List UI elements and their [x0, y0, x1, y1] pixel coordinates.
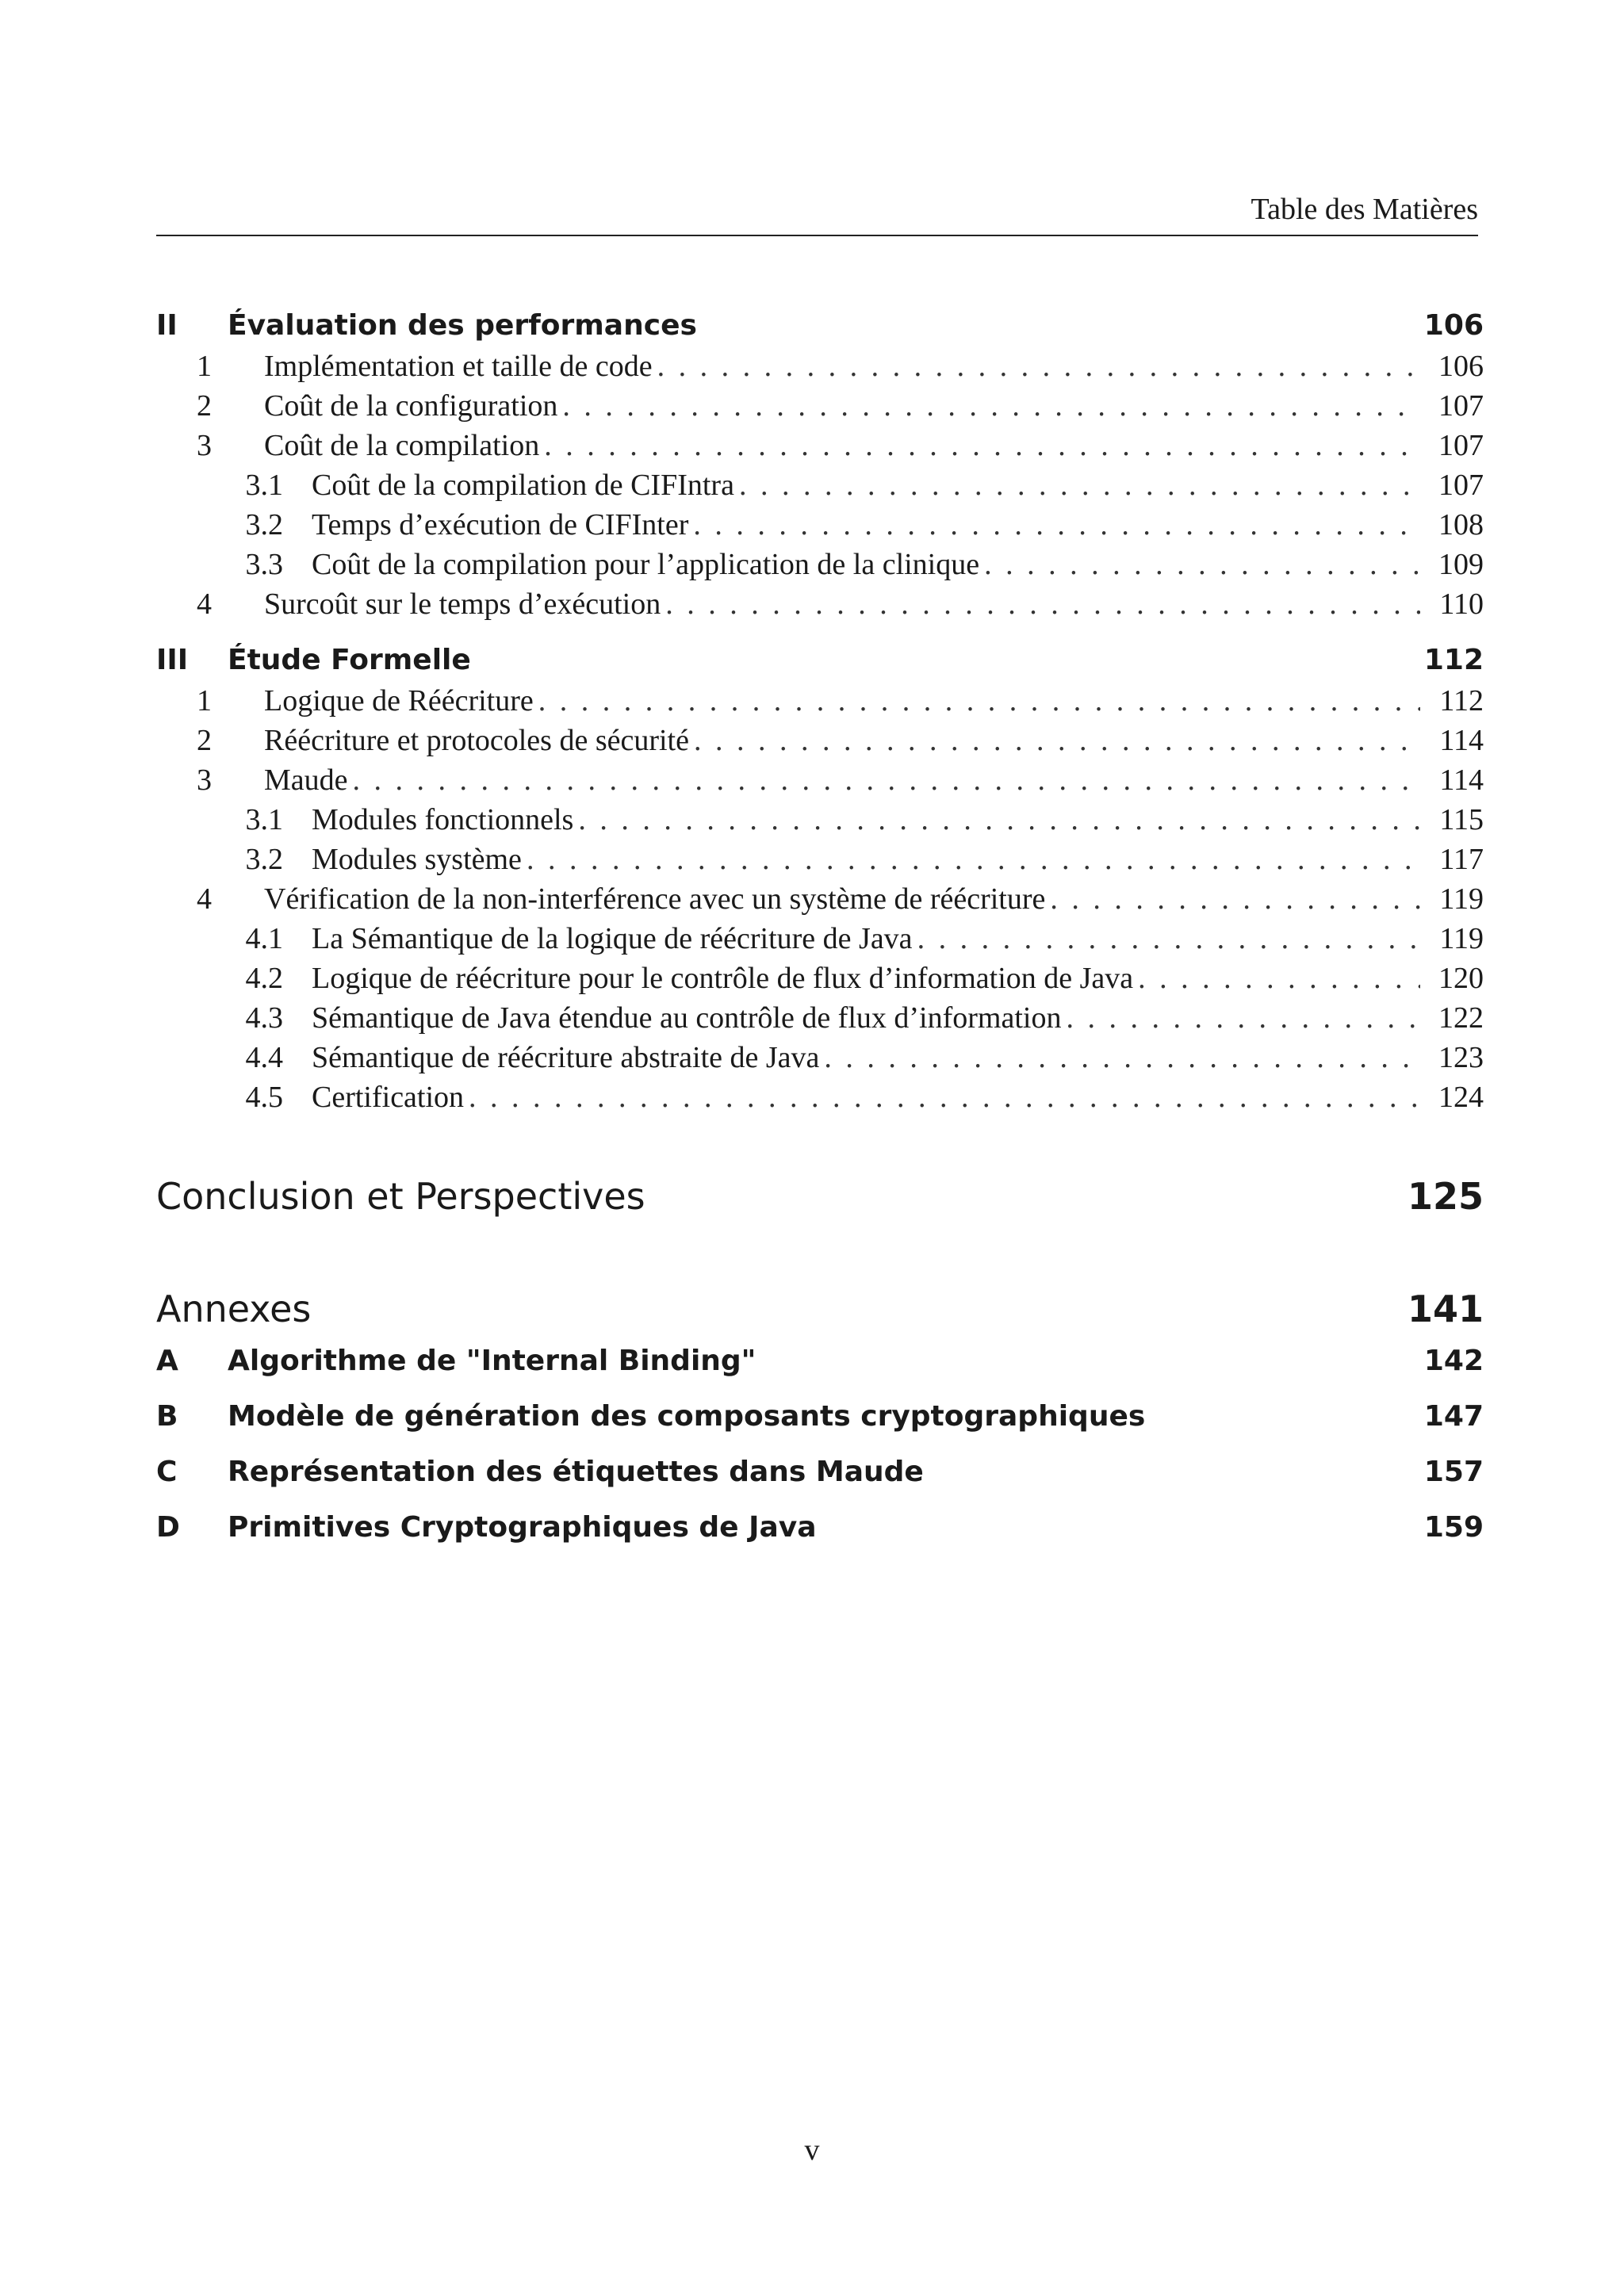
toc-subentry[interactable]	[156, 468, 1484, 507]
page-header	[156, 190, 1478, 236]
entry-title: Logique de réécriture pour le contrôle de flux d’information de Java	[312, 962, 1134, 995]
entry-number: 4.3	[245, 1001, 283, 1035]
toc-annex-entry[interactable]	[156, 1511, 1484, 1567]
page-number: v	[804, 2133, 820, 2167]
leader-dots	[557, 388, 1420, 423]
toc-subentry[interactable]	[156, 802, 1484, 842]
leader-dots	[1133, 961, 1420, 996]
toc-subentry[interactable]	[156, 547, 1484, 587]
leader-dots	[734, 468, 1420, 503]
leader-dots	[348, 763, 1420, 798]
entry-title: Sémantique de réécriture abstraite de Java	[312, 1041, 820, 1074]
entry-page: 119	[1439, 922, 1484, 955]
chapter-title: Annexes	[156, 1288, 312, 1330]
entry-number: 4.1	[245, 922, 283, 955]
entry-number: 4.4	[245, 1041, 283, 1074]
entry-page: 107	[1438, 469, 1484, 502]
leader-dots	[913, 921, 1420, 956]
toc-subentry[interactable]	[156, 1001, 1484, 1040]
entry-title: Modules fonctionnels	[312, 803, 574, 836]
annex-title: Représentation des étiquettes dans Maude	[228, 1456, 924, 1488]
leader-dots	[979, 547, 1420, 582]
entry-page: 122	[1438, 1001, 1484, 1035]
entry-title: Temps d’exécution de CIFInter	[312, 508, 689, 541]
entry-page: 115	[1439, 803, 1484, 836]
entry-number: 4	[197, 587, 212, 621]
toc-entry[interactable]	[156, 683, 1484, 723]
annex-letter: A	[156, 1345, 178, 1377]
entry-number: 4.2	[245, 962, 283, 995]
entry-number: 3.2	[245, 843, 283, 876]
entry-title: Implémentation et taille de code	[264, 350, 653, 383]
entry-number: 3.1	[245, 803, 283, 836]
entry-number: 4.5	[245, 1081, 283, 1114]
annex-page: 142	[1423, 1345, 1484, 1377]
toc-entry[interactable]	[156, 388, 1484, 428]
toc-part-iii[interactable]	[156, 644, 1484, 683]
part-number: II	[156, 309, 178, 342]
leader-dots	[464, 1080, 1420, 1115]
toc-subentry[interactable]	[156, 961, 1484, 1001]
entry-page: 124	[1438, 1081, 1484, 1114]
entry-page: 112	[1439, 684, 1484, 718]
entry-title: Logique de Réécriture	[264, 684, 534, 718]
leader-dots	[1061, 1001, 1420, 1035]
part-page: 112	[1423, 644, 1484, 676]
entry-page: 114	[1439, 763, 1484, 797]
entry-page: 119	[1439, 882, 1484, 916]
entry-number: 3	[197, 763, 212, 797]
entry-title: Certification	[312, 1081, 465, 1114]
toc-entry[interactable]	[156, 763, 1484, 802]
toc-part-ii[interactable]	[156, 309, 1484, 349]
leader-dots	[573, 802, 1420, 837]
entry-page: 114	[1439, 724, 1484, 757]
leader-dots	[661, 587, 1420, 622]
leader-dots	[534, 683, 1420, 718]
entry-number: 2	[197, 724, 212, 757]
entry-number: 2	[197, 389, 212, 423]
part-number: III	[156, 644, 189, 676]
entry-title: Sémantique de Java étendue au contrôle de flux d’information	[312, 1001, 1062, 1035]
toc-entry[interactable]	[156, 428, 1484, 468]
toc-chapter-conclusion[interactable]	[156, 1175, 1484, 1230]
table-of-contents	[156, 309, 1484, 1567]
toc-entry[interactable]	[156, 882, 1484, 921]
header-title: Table des Matières	[1251, 193, 1478, 226]
toc-entry[interactable]	[156, 723, 1484, 763]
annex-page: 147	[1423, 1400, 1484, 1433]
leader-dots	[689, 723, 1420, 758]
leader-dots	[522, 842, 1420, 877]
annex-letter: C	[156, 1456, 178, 1488]
leader-dots	[539, 428, 1420, 463]
toc-annex-entry[interactable]	[156, 1345, 1484, 1400]
toc-entry[interactable]	[156, 587, 1484, 626]
entry-page: 123	[1438, 1041, 1484, 1074]
entry-number: 4	[197, 882, 212, 916]
leader-dots	[1045, 882, 1420, 916]
annex-page: 157	[1423, 1456, 1484, 1488]
entry-number: 3	[197, 429, 212, 462]
annex-letter: B	[156, 1400, 178, 1433]
entry-page: 109	[1438, 548, 1484, 581]
toc-subentry[interactable]	[156, 507, 1484, 547]
entry-title: Vérification de la non-interférence avec un système de réécriture	[264, 882, 1046, 916]
entry-title: Surcoût sur le temps d’exécution	[264, 587, 661, 621]
annex-letter: D	[156, 1511, 180, 1544]
entry-title: Coût de la compilation de CIFIntra	[312, 469, 734, 502]
entry-title: Modules système	[312, 843, 522, 876]
toc-subentry[interactable]	[156, 1080, 1484, 1119]
entry-number: 1	[197, 684, 212, 718]
chapter-page: 125	[1407, 1175, 1484, 1218]
annex-title: Primitives Cryptographiques de Java	[228, 1511, 817, 1544]
toc-subentry[interactable]	[156, 921, 1484, 961]
entry-title: Coût de la compilation pour l’application de la clinique	[312, 548, 980, 581]
leader-dots	[819, 1040, 1420, 1075]
entry-title: La Sémantique de la logique de réécriture de Java	[312, 922, 913, 955]
entry-title: Coût de la configuration	[264, 389, 558, 423]
chapter-page: 141	[1407, 1288, 1484, 1330]
chapter-title: Conclusion et Perspectives	[156, 1175, 645, 1218]
toc-annex-entry[interactable]	[156, 1400, 1484, 1456]
annex-page: 159	[1423, 1511, 1484, 1544]
part-title: Étude Formelle	[228, 644, 471, 676]
entry-page: 108	[1438, 508, 1484, 541]
toc-subentry[interactable]	[156, 1040, 1484, 1080]
entry-title: Maude	[264, 763, 348, 797]
toc-entry[interactable]	[156, 349, 1484, 388]
toc-chapter-annexes[interactable]	[156, 1288, 1484, 1345]
leader-dots	[653, 349, 1420, 384]
annex-title: Algorithme de "Internal Binding"	[228, 1345, 756, 1377]
entry-page: 106	[1438, 350, 1484, 383]
entry-title: Réécriture et protocoles de sécurité	[264, 724, 689, 757]
entry-page: 107	[1438, 429, 1484, 462]
entry-page: 107	[1438, 389, 1484, 423]
entry-title: Coût de la compilation	[264, 429, 540, 462]
entry-number: 1	[197, 350, 212, 383]
toc-subentry[interactable]	[156, 842, 1484, 882]
entry-number: 3.2	[245, 508, 283, 541]
entry-page: 110	[1439, 587, 1484, 621]
part-title: Évaluation des performances	[228, 309, 697, 342]
toc-annex-entry[interactable]	[156, 1456, 1484, 1511]
entry-page: 117	[1439, 843, 1484, 876]
leader-dots	[688, 507, 1420, 542]
entry-number: 3.1	[245, 469, 283, 502]
entry-number: 3.3	[245, 548, 283, 581]
entry-page: 120	[1438, 962, 1484, 995]
annex-title: Modèle de génération des composants cryptographiques	[228, 1400, 1146, 1433]
part-page: 106	[1423, 309, 1484, 342]
